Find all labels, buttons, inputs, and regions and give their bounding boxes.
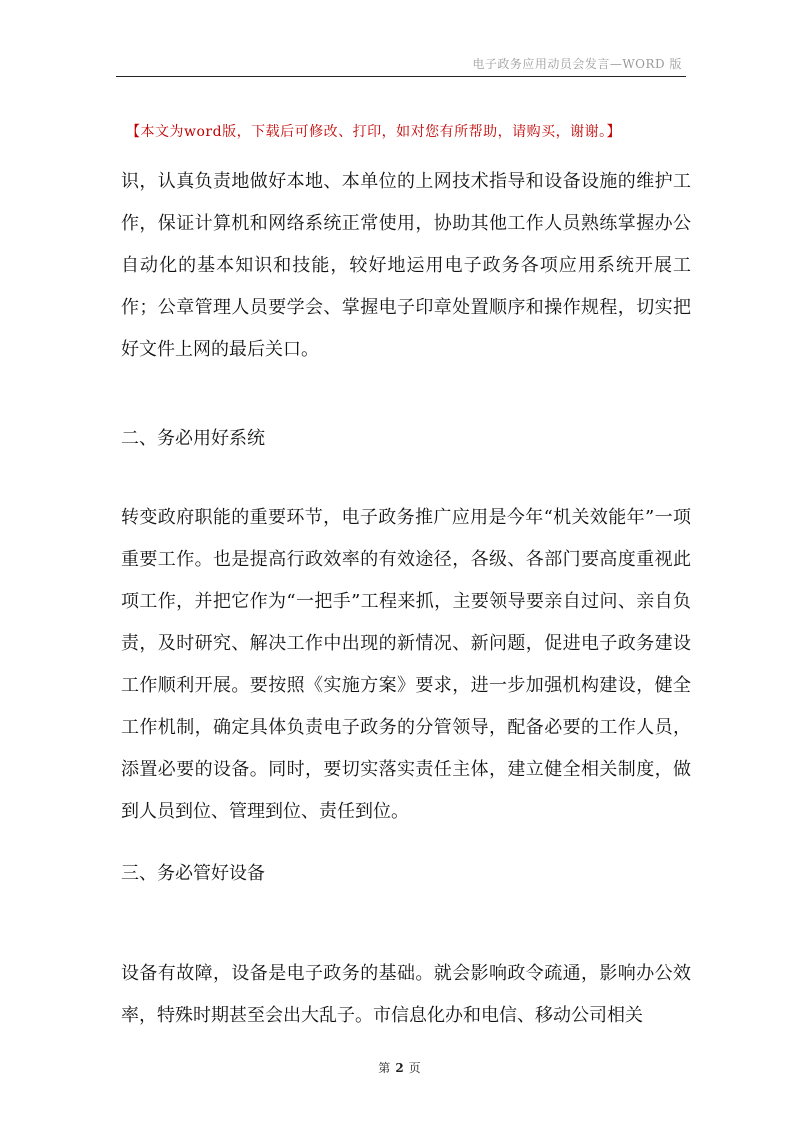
download-notice: 【本文为word版，下载后可修改、打印，如对您有所帮助，请购买，谢谢。】 (126, 124, 622, 140)
page-number: 2 (395, 1061, 405, 1075)
paragraph-text: 转变政府职能的重要环节，电子政务推广应用是今年“机关效能年”一项重要工作。也是提高行政效率的有效途径，各级、各部门要高度重视此项工作，并把它作为“一把手”工程来抓，主要领导要亲自过问、亲自负责，及时研究、解决工作中出现的新情况、新问题，促进电子政务建设工作顺利开展。要按照《实施方案》要求，进一步加强机构建设，健全工作机制，确定具体负责电子政务的分管领导，配备必要的工作人员，添置必要的设备。同时，要切实落实责任主体，建立健全相关制度，做到人员到位、管理到位、责任到位。 (121, 507, 691, 822)
body-paragraph-1 (121, 161, 691, 371)
footer-suffix: 页 (408, 1061, 422, 1075)
heading-text: 三、务必管好设备 (121, 863, 265, 884)
section-heading-3 (121, 853, 691, 895)
page-header-title: 电子政务应用动员会发言—WORD 版 (472, 57, 682, 71)
heading-text: 二、务必用好系统 (121, 428, 265, 449)
paragraph-text: 识，认真负责地做好本地、本单位的上网技术指导和设备设施的维护工作，保证计算机和网络系统正常使用，协助其他工作人员熟练掌握办公自动化的基本知识和技能，较好地运用电子政务各项应用系统开展工作；公章管理人员要学会、掌握电子印章处置顺序和操作规程，切实把好文件上网的最后关口。 (121, 171, 691, 360)
footer-prefix: 第 (378, 1061, 392, 1075)
page-footer (0, 1059, 800, 1076)
body-paragraph-2 (121, 497, 691, 833)
header-divider (116, 76, 686, 77)
paragraph-text: 设备有故障，设备是电子政务的基础。就会影响政令疏通，影响办公效率，特殊时期甚至会出大乱子。市信息化办和电信、移动公司相关 (121, 963, 691, 1026)
section-heading-2 (121, 418, 691, 460)
body-paragraph-3 (121, 953, 691, 1037)
